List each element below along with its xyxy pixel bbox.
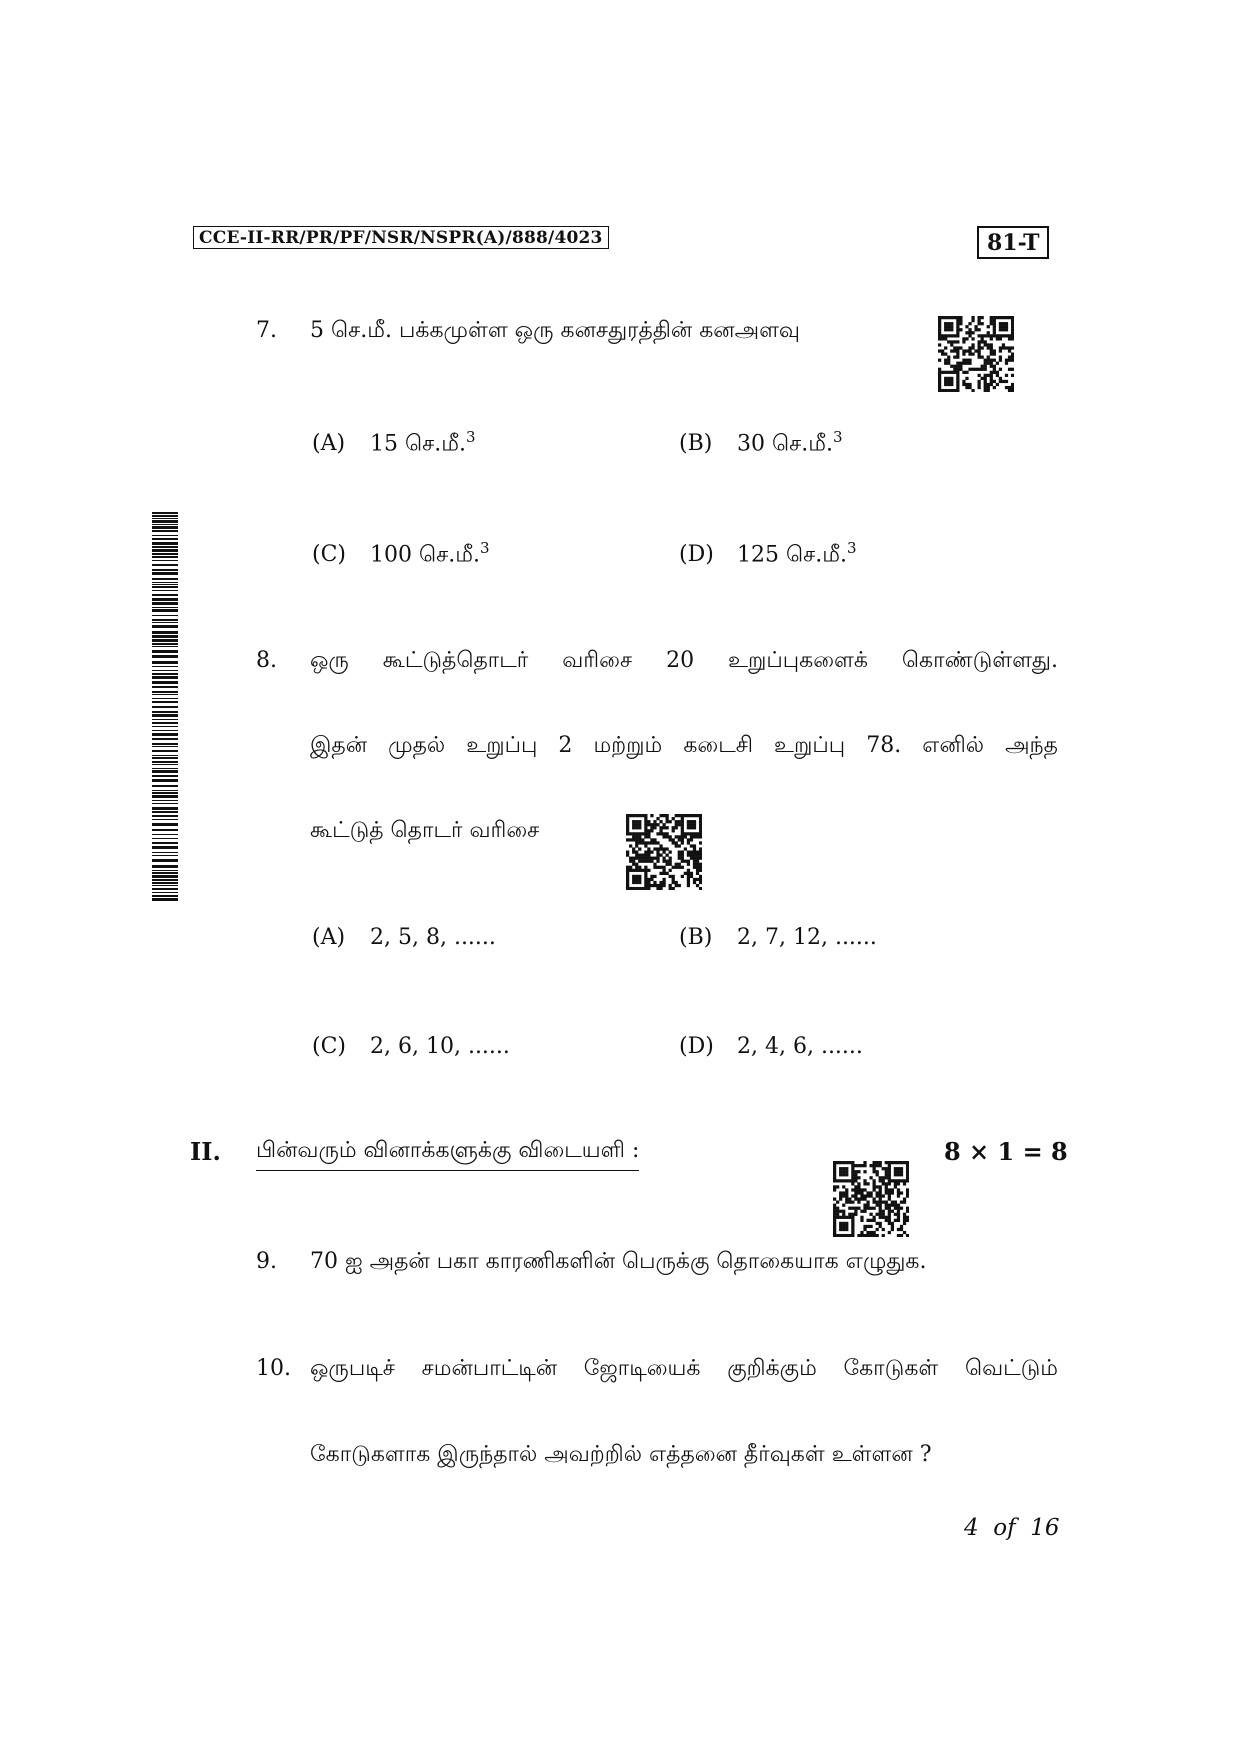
option-letter: (D) [679,542,714,568]
option-value: 2, 7, 12, ...... [737,925,877,950]
option-exponent: 3 [847,539,857,557]
option-letter: (A) [312,925,346,950]
question-10-line-1: ஒருபடிச் சமன்பாட்டின் ஜோடியைக் குறிக்கும் கோடுகள் வெட்டும் [310,1356,1058,1381]
q8-option-b [679,925,877,950]
page-number: 4 of 16 [964,1515,1060,1541]
option-letter: (A) [312,431,346,457]
option-letter: (C) [312,542,346,568]
q8-option-a [312,925,496,950]
option-exponent: 3 [833,428,843,446]
q7-option-b [679,428,843,459]
section-marks: 8 × 1 = 8 [944,1137,1068,1166]
q7-option-c [312,539,490,570]
q8-option-c [312,1034,510,1059]
option-value: 125 செ.மீ. [737,542,848,568]
qr-code [938,316,1014,392]
q7-option-a [312,428,476,459]
q7-option-d [679,539,857,570]
question-10-line-2: கோடுகளாக இருந்தால் அவற்றில் எத்தனை தீர்வுகள் உள்ளன ? [310,1442,932,1467]
question-8-number: 8. [256,648,277,673]
option-letter: (B) [679,925,713,950]
option-letter: (B) [679,431,713,457]
qr-code [833,1161,909,1237]
option-value: 15 செ.மீ. [370,431,467,457]
option-letter: (C) [312,1034,346,1059]
question-10-number: 10. [256,1356,291,1381]
option-value: 30 செ.மீ. [737,431,834,457]
qr-code [626,814,702,890]
option-letter: (D) [679,1034,714,1059]
section-number: II. [190,1137,221,1166]
subject-code: 81-T [977,226,1049,259]
q8-option-d [679,1034,863,1059]
question-9-text: 70 ஐ அதன் பகா காரணிகளின் பெருக்கு தொகையாக எழுதுக. [310,1249,927,1274]
question-8-line-3: கூட்டுத் தொடர் வரிசை [310,818,540,843]
option-value: 2, 6, 10, ...... [370,1034,510,1059]
question-7-number: 7. [256,318,277,343]
paper-code: CCE-II-RR/PR/PF/NSR/NSPR(A)/888/4023 [193,226,609,249]
option-value: 100 செ.மீ. [370,542,481,568]
question-8-line-2: இதன் முதல் உறுப்பு 2 மற்றும் கடைசி உறுப்பு 78. எனில் அந்த [310,733,1058,758]
option-exponent: 3 [480,539,490,557]
question-8-line-1: ஒரு கூட்டுத்தொடர் வரிசை 20 உறுப்புகளைக் கொண்டுள்ளது. [310,648,1058,673]
barcode [152,512,178,904]
question-7-text: 5 செ.மீ. பக்கமுள்ள ஒரு கனசதுரத்தின் கனஅளவு [310,318,800,343]
option-exponent: 3 [466,428,476,446]
section-title: பின்வரும் வினாக்களுக்கு விடையளி : [256,1138,639,1171]
question-9-number: 9. [256,1249,277,1274]
option-value: 2, 5, 8, ...... [370,925,496,950]
option-value: 2, 4, 6, ...... [737,1034,863,1059]
